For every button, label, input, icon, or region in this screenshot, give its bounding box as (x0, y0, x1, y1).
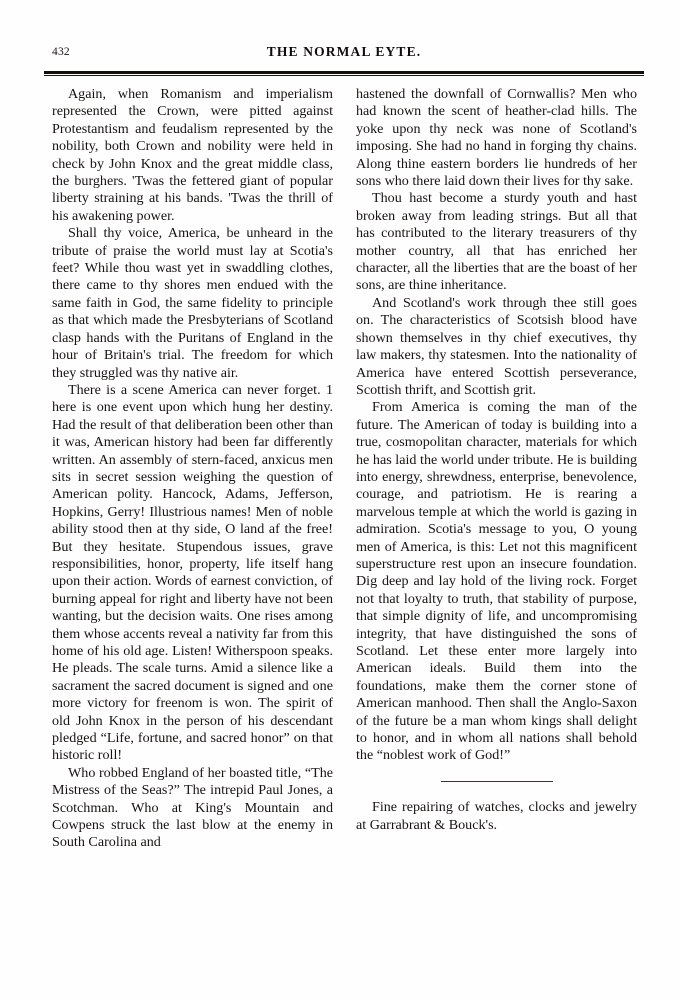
column-right (356, 86, 637, 834)
paragraph: Shall thy voice, America, be unheard in the tribute of praise the world must lay at Scotia's feet? While thou wast yet in swaddling clothes, there came to thy shores men endued with the same faith in God, the same fidelity to principle as that which made the Presbyterians of Scotland clasp hands with the Puritans of England in the hour of Britain's trial. The freedom for which they struggled was thy native air. (52, 225, 333, 381)
body-columns (52, 86, 638, 986)
advertisement-text: Fine repairing of watches, clocks and jewelry at Garrabrant & Bouck's. (356, 799, 637, 833)
paragraph: Again, when Romanism and imperialism represented the Crown, were pitted against Protestantism and feudalism represented by the nobility, both Crown and nobility were held in check by John Knox and the great middle class, the burghers. 'Twas the fettered giant of popular liberty straining at his bands. 'Twas the thrill of his awakening power. (52, 86, 333, 224)
paragraph: Thou hast become a sturdy youth and hast broken away from leading strings. But all that has contributed to the literary treasurers of thy mother country, all that has enriched her character, all the liberties that are the boast of her sons, are thine inheritance. (356, 190, 637, 294)
paragraph: Who robbed England of her boasted title, “The Mistress of the Seas?” The intrepid Paul Jones, a Scotchman. Who at King's Mountain and Cowpens struck the last blow at the enemy in South Carolina and (52, 764, 333, 851)
column-left (52, 86, 333, 852)
paragraph-continued: hastened the downfall of Cornwallis? Men who had known the scent of heather-clad hills. The yoke upon thy neck was none of Scotland's imposing. She had no hand in forging thy chains. Along thine eastern borders lie hundreds of her sons who there laid down their lives for thy sake. (356, 86, 637, 190)
rule-thin (44, 75, 644, 76)
running-head (52, 44, 636, 64)
paragraph: From America is coming the man of the future. The American of today is building into a true, cosmopolitan character, materials for which he has laid the world under tribute. He is building into energy, shrewdness, enterprise, benevolence, courage, and patriotism. He is rearing a marvelous temple at which the world is gazing in admiration. Scotia's message to you, O young men of America, is this: Let not this magnificent superstructure rest upon an insecure foundation. Dig deep and lay hold of the living rock. Forget not that loyalty to truth, that stability of purpose, that simple dignity of life, and uncompromising integrity, that have distinguished the sons of Scotland. Let these enter more largely into American ideals. Build them into the foundations, make them the corner stone of American manhood. Then shall the Anglo-Saxon of the future be a man whom kings shall delight to honor, and in whom all nations shall behold the “noblest work of God!” (356, 399, 637, 764)
paragraph: There is a scene America can never forget. 1 here is one event upon which hung her destiny. Had the result of that deliberation been other than it was, American history had been far differently written. An assembly of stern-faced, anxicus men sits in secret session weighing the question of American polity. Hancock, Adams, Jefferson, Hopkins, Gerry! Illustrious names! Men of noble ability stood then at thy side, O land af the free! But they hesitate. Stupendous issues, grave responsibilities, honor, property, life itself hang upon their action. Words of earnest conviction, of burning appeal for right and liberty have not been wanting, but the decision waits. One rises among them whose accents reveal a nativity far from this home of his old age. Listen! Witherspoon speaks. He pleads. The scale turns. Amid a silence like a sacrament the sacred document is signed and one more victory for freenom is won. The spirit of old John Knox in the person of his descendant pledged “Life, fortune, and sacred honor” on that historic roll! (52, 381, 333, 764)
publication-title: THE NORMAL EYTE. (266, 44, 422, 59)
paragraph: And Scotland's work through thee still goes on. The characteristics of Scotsish blood have shown themselves in thy chief executives, thy law makers, thy statesmen. Into the nationality of America have entered Scottish perseverance, Scottish thrift, and Scottish grit. (356, 294, 637, 398)
page-number: 432 (52, 46, 70, 58)
section-divider-rule (441, 781, 553, 783)
header-double-rule (44, 71, 644, 76)
